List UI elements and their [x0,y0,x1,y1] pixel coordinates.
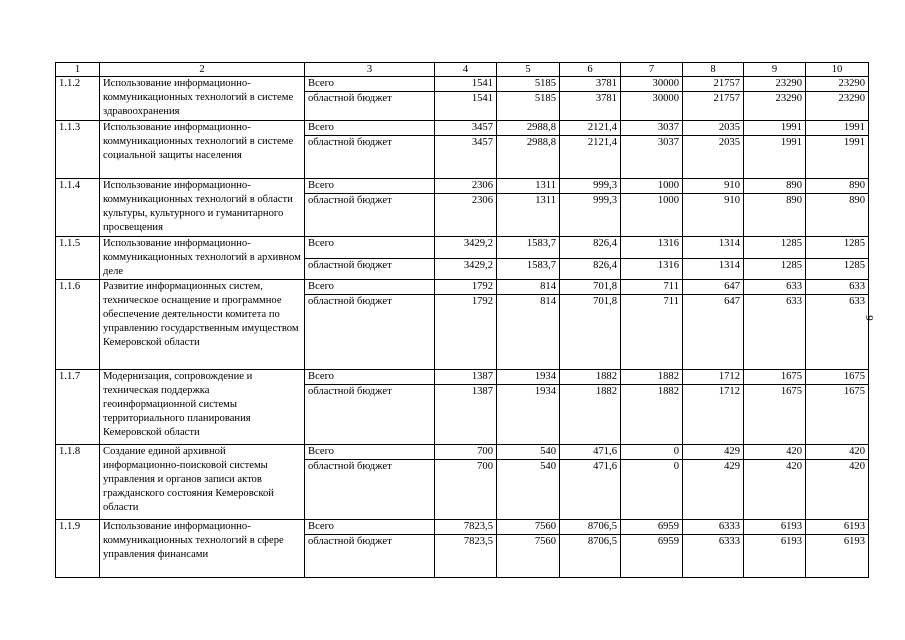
amount-cell: 2988,8 [497,121,560,136]
amount-cell: 1316 [621,258,683,280]
amount-cell: 0 [621,460,683,520]
amount-cell: 6193 [744,535,806,578]
amount-cell: 1583,7 [497,258,560,280]
amount-cell: 890 [744,179,806,194]
amount-cell: 6193 [744,520,806,535]
funding-source: Всего [305,445,435,460]
amount-cell: 1541 [435,77,497,92]
amount-cell: 2306 [435,194,497,237]
item-name: Использование информационно-коммуникационных технологий в системе социальной защиты населения [100,121,305,179]
item-code: 1.1.4 [56,179,100,237]
amount-cell: 890 [806,179,869,194]
amount-cell: 420 [806,460,869,520]
amount-cell: 6959 [621,535,683,578]
table-row [56,520,869,535]
item-code: 1.1.2 [56,77,100,121]
item-code: 1.1.6 [56,280,100,370]
amount-cell: 1934 [497,385,560,445]
amount-cell: 890 [806,194,869,237]
amount-cell: 1285 [806,258,869,280]
amount-cell: 1311 [497,194,560,237]
item-name: Использование информационно-коммуникационных технологий в системе здравоохранения [100,77,305,121]
funding-source: Всего [305,520,435,535]
amount-cell: 471,6 [560,460,621,520]
amount-cell: 1316 [621,237,683,259]
amount-cell: 1882 [621,370,683,385]
funding-source: областной бюджет [305,258,435,280]
table-row [56,445,869,460]
header-cell: 5 [497,63,560,77]
amount-cell: 1000 [621,194,683,237]
amount-cell: 30000 [621,77,683,92]
amount-cell: 23290 [744,77,806,92]
amount-cell: 999,3 [560,194,621,237]
amount-cell: 3781 [560,92,621,121]
amount-cell: 0 [621,445,683,460]
amount-cell: 1882 [560,370,621,385]
amount-cell: 6333 [683,535,744,578]
amount-cell: 1285 [806,237,869,259]
amount-cell: 814 [497,295,560,370]
amount-cell: 23290 [744,92,806,121]
amount-cell: 1541 [435,92,497,121]
amount-cell: 1675 [744,385,806,445]
funding-source: областной бюджет [305,194,435,237]
amount-cell: 1314 [683,258,744,280]
amount-cell: 6193 [806,520,869,535]
amount-cell: 540 [497,445,560,460]
table-row [56,237,869,259]
budget-table [55,62,869,578]
funding-source: Всего [305,237,435,259]
item-name: Использование информационно-коммуникационных технологий в архивном деле [100,237,305,280]
funding-source: областной бюджет [305,295,435,370]
amount-cell: 5185 [497,92,560,121]
amount-cell: 910 [683,194,744,237]
amount-cell: 1792 [435,295,497,370]
amount-cell: 1314 [683,237,744,259]
amount-cell: 910 [683,179,744,194]
amount-cell: 1675 [806,385,869,445]
table-body [56,77,869,578]
amount-cell: 471,6 [560,445,621,460]
funding-source: областной бюджет [305,535,435,578]
amount-cell: 633 [806,280,869,295]
amount-cell: 21757 [683,77,744,92]
item-name: Использование информационно-коммуникационных технологий в области культуры, культурного и гуманитарного просвещения [100,179,305,237]
amount-cell: 6959 [621,520,683,535]
funding-source: областной бюджет [305,92,435,121]
amount-cell: 700 [435,460,497,520]
amount-cell: 1387 [435,385,497,445]
item-code: 1.1.3 [56,121,100,179]
item-code: 1.1.5 [56,237,100,280]
amount-cell: 647 [683,280,744,295]
amount-cell: 8706,5 [560,535,621,578]
amount-cell: 3429,2 [435,237,497,259]
header-cell: 1 [56,63,100,77]
amount-cell: 5185 [497,77,560,92]
amount-cell: 1311 [497,179,560,194]
amount-cell: 1991 [806,121,869,136]
header-cell: 3 [305,63,435,77]
amount-cell: 7823,5 [435,520,497,535]
header-row [56,63,869,77]
amount-cell: 1934 [497,370,560,385]
amount-cell: 1000 [621,179,683,194]
amount-cell: 1387 [435,370,497,385]
amount-cell: 7560 [497,520,560,535]
amount-cell: 647 [683,295,744,370]
header-cell: 10 [806,63,869,77]
amount-cell: 1712 [683,385,744,445]
amount-cell: 7560 [497,535,560,578]
funding-source: Всего [305,179,435,194]
amount-cell: 540 [497,460,560,520]
funding-source: Всего [305,77,435,92]
amount-cell: 711 [621,295,683,370]
amount-cell: 1882 [560,385,621,445]
item-name: Модернизация, сопровождение и техническая поддержка геоинформационной системы территориального планирования Кемеровской области [100,370,305,445]
item-name: Создание единой архивной информационно-поисковой системы управления и органов записи актов гражданского состояния Кемеровской области [100,445,305,520]
table-row [56,179,869,194]
amount-cell: 1675 [806,370,869,385]
header-cell: 7 [621,63,683,77]
table-row [56,280,869,295]
amount-cell: 2035 [683,121,744,136]
amount-cell: 1882 [621,385,683,445]
funding-source: Всего [305,121,435,136]
amount-cell: 1991 [744,136,806,179]
funding-source: областной бюджет [305,460,435,520]
amount-cell: 6333 [683,520,744,535]
amount-cell: 1675 [744,370,806,385]
amount-cell: 826,4 [560,258,621,280]
item-name: Развитие информационных систем, техническое оснащение и программное обеспечение деятельности комитета по управлению государственным имуществом Кемеровской области [100,280,305,370]
amount-cell: 420 [744,445,806,460]
amount-cell: 2306 [435,179,497,194]
amount-cell: 429 [683,460,744,520]
header-cell: 2 [100,63,305,77]
amount-cell: 1991 [806,136,869,179]
amount-cell: 8706,5 [560,520,621,535]
amount-cell: 814 [497,280,560,295]
amount-cell: 3457 [435,121,497,136]
amount-cell: 2121,4 [560,121,621,136]
amount-cell: 1583,7 [497,237,560,259]
header-cell: 6 [560,63,621,77]
amount-cell: 2035 [683,136,744,179]
amount-cell: 420 [806,445,869,460]
amount-cell: 633 [744,295,806,370]
amount-cell: 999,3 [560,179,621,194]
amount-cell: 1991 [744,121,806,136]
item-name: Использование информационно-коммуникационных технологий в сфере управления финансами [100,520,305,578]
header-cell: 4 [435,63,497,77]
item-code: 1.1.8 [56,445,100,520]
amount-cell: 826,4 [560,237,621,259]
header-cell: 8 [683,63,744,77]
amount-cell: 633 [806,295,869,370]
amount-cell: 1712 [683,370,744,385]
amount-cell: 21757 [683,92,744,121]
amount-cell: 700 [435,445,497,460]
amount-cell: 3037 [621,121,683,136]
table-row [56,77,869,92]
item-code: 1.1.7 [56,370,100,445]
table-row [56,370,869,385]
funding-source: областной бюджет [305,136,435,179]
amount-cell: 1285 [744,258,806,280]
amount-cell: 3781 [560,77,621,92]
amount-cell: 711 [621,280,683,295]
amount-cell: 701,8 [560,295,621,370]
amount-cell: 890 [744,194,806,237]
funding-source: Всего [305,370,435,385]
amount-cell: 420 [744,460,806,520]
amount-cell: 23290 [806,92,869,121]
amount-cell: 3457 [435,136,497,179]
funding-source: областной бюджет [305,385,435,445]
amount-cell: 701,8 [560,280,621,295]
amount-cell: 2988,8 [497,136,560,179]
amount-cell: 30000 [621,92,683,121]
header-cell: 9 [744,63,806,77]
table-row [56,121,869,136]
amount-cell: 3429,2 [435,258,497,280]
amount-cell: 7823,5 [435,535,497,578]
amount-cell: 429 [683,445,744,460]
page-number: 9 [862,315,875,321]
amount-cell: 23290 [806,77,869,92]
amount-cell: 6193 [806,535,869,578]
amount-cell: 1285 [744,237,806,259]
amount-cell: 1792 [435,280,497,295]
amount-cell: 2121,4 [560,136,621,179]
funding-source: Всего [305,280,435,295]
item-code: 1.1.9 [56,520,100,578]
amount-cell: 3037 [621,136,683,179]
amount-cell: 633 [744,280,806,295]
